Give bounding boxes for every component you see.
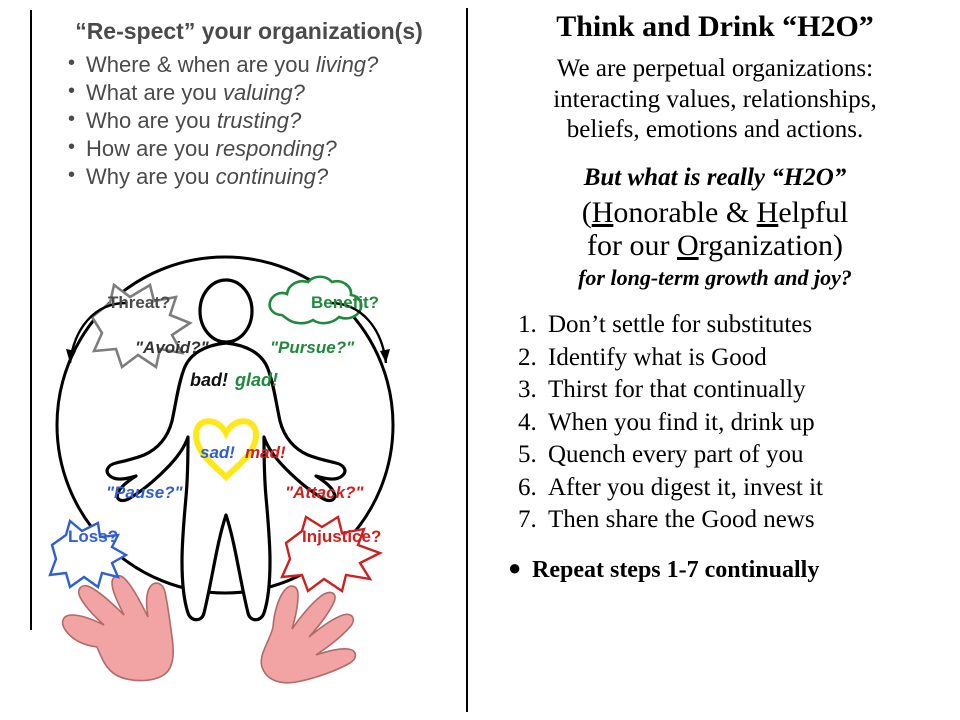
label-bad: bad! bbox=[190, 370, 228, 390]
subtitle: for long-term growth and joy? bbox=[578, 265, 852, 291]
respect-item-text: Who are you bbox=[86, 107, 217, 133]
respect-title: “Re-spect” your organization(s) bbox=[75, 18, 423, 44]
step-text: After you digest it, invest it bbox=[548, 473, 823, 501]
step-number: 4. bbox=[518, 408, 537, 436]
list-item bbox=[518, 439, 960, 472]
step-text: Then share the Good news bbox=[548, 506, 815, 534]
center-divider bbox=[466, 8, 468, 712]
repeat-note bbox=[470, 554, 960, 584]
respect-item-text: What are you bbox=[86, 79, 223, 105]
bullet-icon: ● bbox=[508, 554, 522, 580]
step-number: 6. bbox=[518, 473, 537, 501]
respect-block bbox=[44, 18, 454, 191]
list-item bbox=[68, 135, 454, 163]
acronym-letter-h1: H bbox=[591, 195, 614, 229]
list-item bbox=[68, 107, 454, 135]
respect-item-emphasis: valuing? bbox=[222, 79, 305, 105]
intro-line: interacting values, relationships, bbox=[553, 85, 877, 113]
step-number: 2. bbox=[518, 343, 537, 371]
list-item bbox=[518, 309, 960, 342]
right-panel bbox=[470, 0, 960, 720]
label-mad: mad! bbox=[245, 443, 286, 462]
intro-paragraph bbox=[470, 54, 960, 146]
question-line: But what is really “H2O” bbox=[583, 163, 847, 191]
list-item bbox=[518, 374, 960, 407]
intro-line: beliefs, emotions and actions. bbox=[566, 116, 864, 143]
step-text: Thirst for that continually bbox=[548, 376, 806, 404]
label-pursue: "Pursue?" bbox=[270, 338, 355, 357]
diagram-svg bbox=[30, 245, 460, 715]
acronym-letter-o: O bbox=[676, 229, 699, 263]
list-item bbox=[518, 342, 960, 375]
step-text: Quench every part of you bbox=[548, 441, 804, 469]
intro-line: We are perpetual organizations: bbox=[556, 55, 874, 82]
label-glad: glad! bbox=[235, 370, 278, 390]
respect-item-emphasis: living? bbox=[315, 52, 379, 77]
step-text: Identify what is Good bbox=[548, 343, 767, 371]
label-injustice: Injustice? bbox=[302, 527, 382, 546]
respect-item-text: Where & when are you bbox=[86, 52, 316, 77]
label-avoid: "Avoid?" bbox=[135, 338, 209, 357]
label-attack: "Attack?" bbox=[285, 483, 364, 502]
left-panel bbox=[0, 0, 466, 720]
label-threat: Threat? bbox=[108, 293, 171, 312]
respect-item-emphasis: continuing? bbox=[215, 163, 329, 189]
acronym-expansion bbox=[470, 196, 960, 264]
acronym-letter-h2: H bbox=[756, 195, 779, 229]
step-number: 3. bbox=[518, 376, 537, 404]
list-item bbox=[68, 51, 454, 79]
step-number: 1. bbox=[518, 311, 537, 339]
acronym-line-1: (Honorable & Helpful bbox=[581, 195, 849, 229]
repeat-text: Repeat steps 1-7 continually bbox=[532, 556, 820, 583]
list-item bbox=[518, 407, 960, 440]
label-pause: "Pause?" bbox=[106, 483, 183, 502]
step-text: When you find it, drink up bbox=[548, 408, 815, 436]
respect-item-text: How are you bbox=[86, 135, 216, 161]
page-title: Think and Drink “H2O” bbox=[556, 10, 874, 43]
respect-item-text: Why are you bbox=[86, 163, 216, 189]
list-item bbox=[518, 472, 960, 505]
body-response-diagram bbox=[30, 245, 460, 715]
list-item bbox=[518, 504, 960, 537]
list-item bbox=[68, 79, 454, 107]
respect-question-list bbox=[44, 51, 454, 191]
label-sad: sad! bbox=[200, 443, 235, 462]
respect-item-emphasis: responding? bbox=[215, 135, 337, 161]
list-item bbox=[68, 163, 454, 191]
acronym-line-2: for our Organization) bbox=[586, 229, 844, 263]
step-text: Don’t settle for substitutes bbox=[548, 311, 813, 339]
label-benefit: Benefit? bbox=[311, 293, 379, 312]
respect-item-emphasis: trusting? bbox=[216, 107, 302, 133]
step-number: 7. bbox=[518, 506, 537, 534]
step-number: 5. bbox=[518, 441, 537, 469]
label-loss: Loss? bbox=[68, 527, 119, 546]
steps-list bbox=[470, 309, 960, 537]
